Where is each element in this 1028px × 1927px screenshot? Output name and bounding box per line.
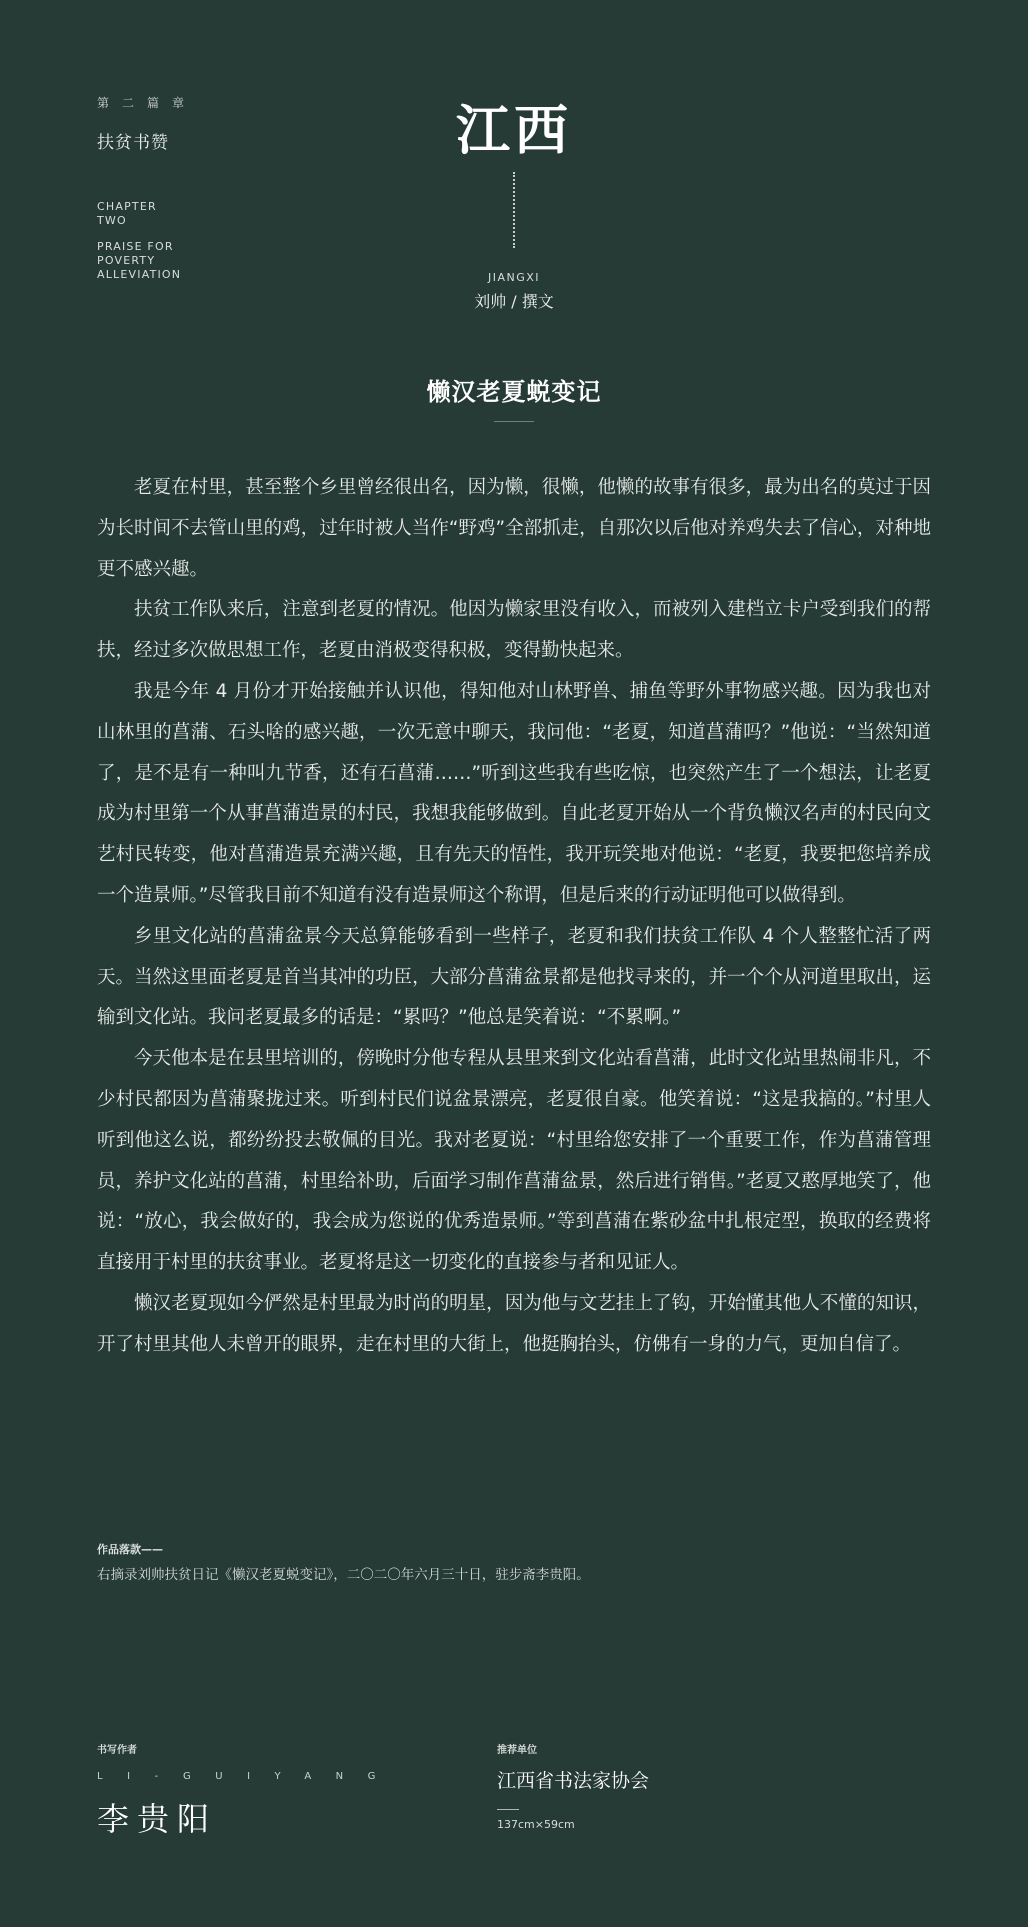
colophon-label: 作品落款—— [97,1543,163,1556]
chapter-title: 扶贫书赞 [97,133,169,153]
org-name: 江西省书法家协会 [497,1770,650,1792]
artwork-size: 137cm×59cm [497,1818,575,1831]
org-label: 推荐单位 [497,1745,537,1756]
writer-name: 李贵阳 [97,1800,218,1838]
chapter-number: 第二篇章 [97,96,198,110]
writer-label: 书写作者 [97,1745,137,1756]
chapter-subtitle-en-line: ALLEVIATION [97,268,182,281]
article-title: 懒汉老夏蜕变记 [426,377,602,406]
article-paragraph: 老夏在村里，甚至整个乡里曾经很出名，因为懒，很懒，他懒的故事有很多，最为出名的莫过于因为长时间不去管山里的鸡，过年时被人当作“野鸡”全部抓走，自那次以后他对养鸡失去了信心，对种地更不感兴趣。 [97,477,931,580]
article-paragraph: 扶贫工作队来后，注意到老夏的情况。他因为懒家里没有收入，而被列入建档立卡户受到我们的帮扶，经过多次做思想工作，老夏由消极变得积极，变得勤快起来。 [97,599,931,662]
chapter-subtitle-en-line: PRAISE FOR [97,240,174,253]
chapter-en-line: CHAPTER [97,200,157,213]
dotted-divider [513,172,515,248]
article-paragraph: 今天他本是在县里培训的，傍晚时分他专程从县里来到文化站看菖蒲，此时文化站里热闹非凡，不少村民都因为菖蒲聚拢过来。听到村民们说盆景漂亮，老夏很自豪。他笑着说：“这是我搞的。”村里人听到他这么说，都纷纷投去敬佩的目光。我对老夏说：“村里给您安排了一个重要工作，作为菖蒲管理员，养护文化站的菖蒲，村里给补助，后面学习制作菖蒲盆景，然后进行销售。”老夏又憨厚地笑了，他说：“放心，我会做好的，我会成为您说的优秀造景师。”等到菖蒲在紫砂盆中扎根定型，换取的经费将直接用于村里的扶贫事业。老夏将是这一切变化的直接参与者和见证人。 [97,1048,931,1274]
chapter-subtitle-en-line: POVERTY [97,254,156,267]
author-byline: 刘帅 / 撰文 [474,292,554,311]
chapter-en-line: TWO [97,214,127,227]
article-body [97,468,931,1366]
article-paragraph: 懒汉老夏现如今俨然是村里最为时尚的明星，因为他与文艺挂上了钩，开始懂其他人不懂的知识，开了村里其他人未曾开的眼界，走在村里的大街上，他挺胸抬头，仿佛有一身的力气，更加自信了。 [97,1292,931,1355]
chapter-en [97,200,157,228]
province-title-en: JIANGXI [487,271,541,284]
province-title: 江西 [456,98,572,162]
org-divider [497,1809,519,1810]
title-divider [494,421,534,422]
writer-pinyin: LI-GUIYANG [97,1771,400,1782]
colophon-text: 右摘录刘帅扶贫日记《懒汉老夏蜕变记》，二〇二〇年六月三十日，驻步斋李贵阳。 [97,1567,590,1583]
article-paragraph: 我是今年 4 月份才开始接触并认识他，得知他对山林野兽、捕鱼等野外事物感兴趣。因为我也对山林里的菖蒲、石头啥的感兴趣，一次无意中聊天，我问他：“老夏，知道菖蒲吗？”他说：“当然知道了，是不是有一种叫九节香，还有石菖蒲……”听到这些我有些吃惊，也突然产生了一个想法，让老夏成为村里第一个从事菖蒲造景的村民，我想我能够做到。自此老夏开始从一个背负懒汉名声的村民向文艺村民转变，他对菖蒲造景充满兴趣，且有先天的悟性，我开玩笑地对他说：“老夏，我要把您培养成一个造景师。”尽管我目前不知道有没有造景师这个称谓，但是后来的行动证明他可以做得到。 [97,680,931,906]
article-paragraph: 乡里文化站的菖蒲盆景今天总算能够看到一些样子，老夏和我们扶贫工作队 4 个人整整忙活了两天。当然这里面老夏是首当其冲的功臣，大部分菖蒲盆景都是他找寻来的，并一个个从河道里取出，运输到文化站。我问老夏最多的话是：“累吗？”他总是笑着说：“不累啊。” [97,925,931,1029]
